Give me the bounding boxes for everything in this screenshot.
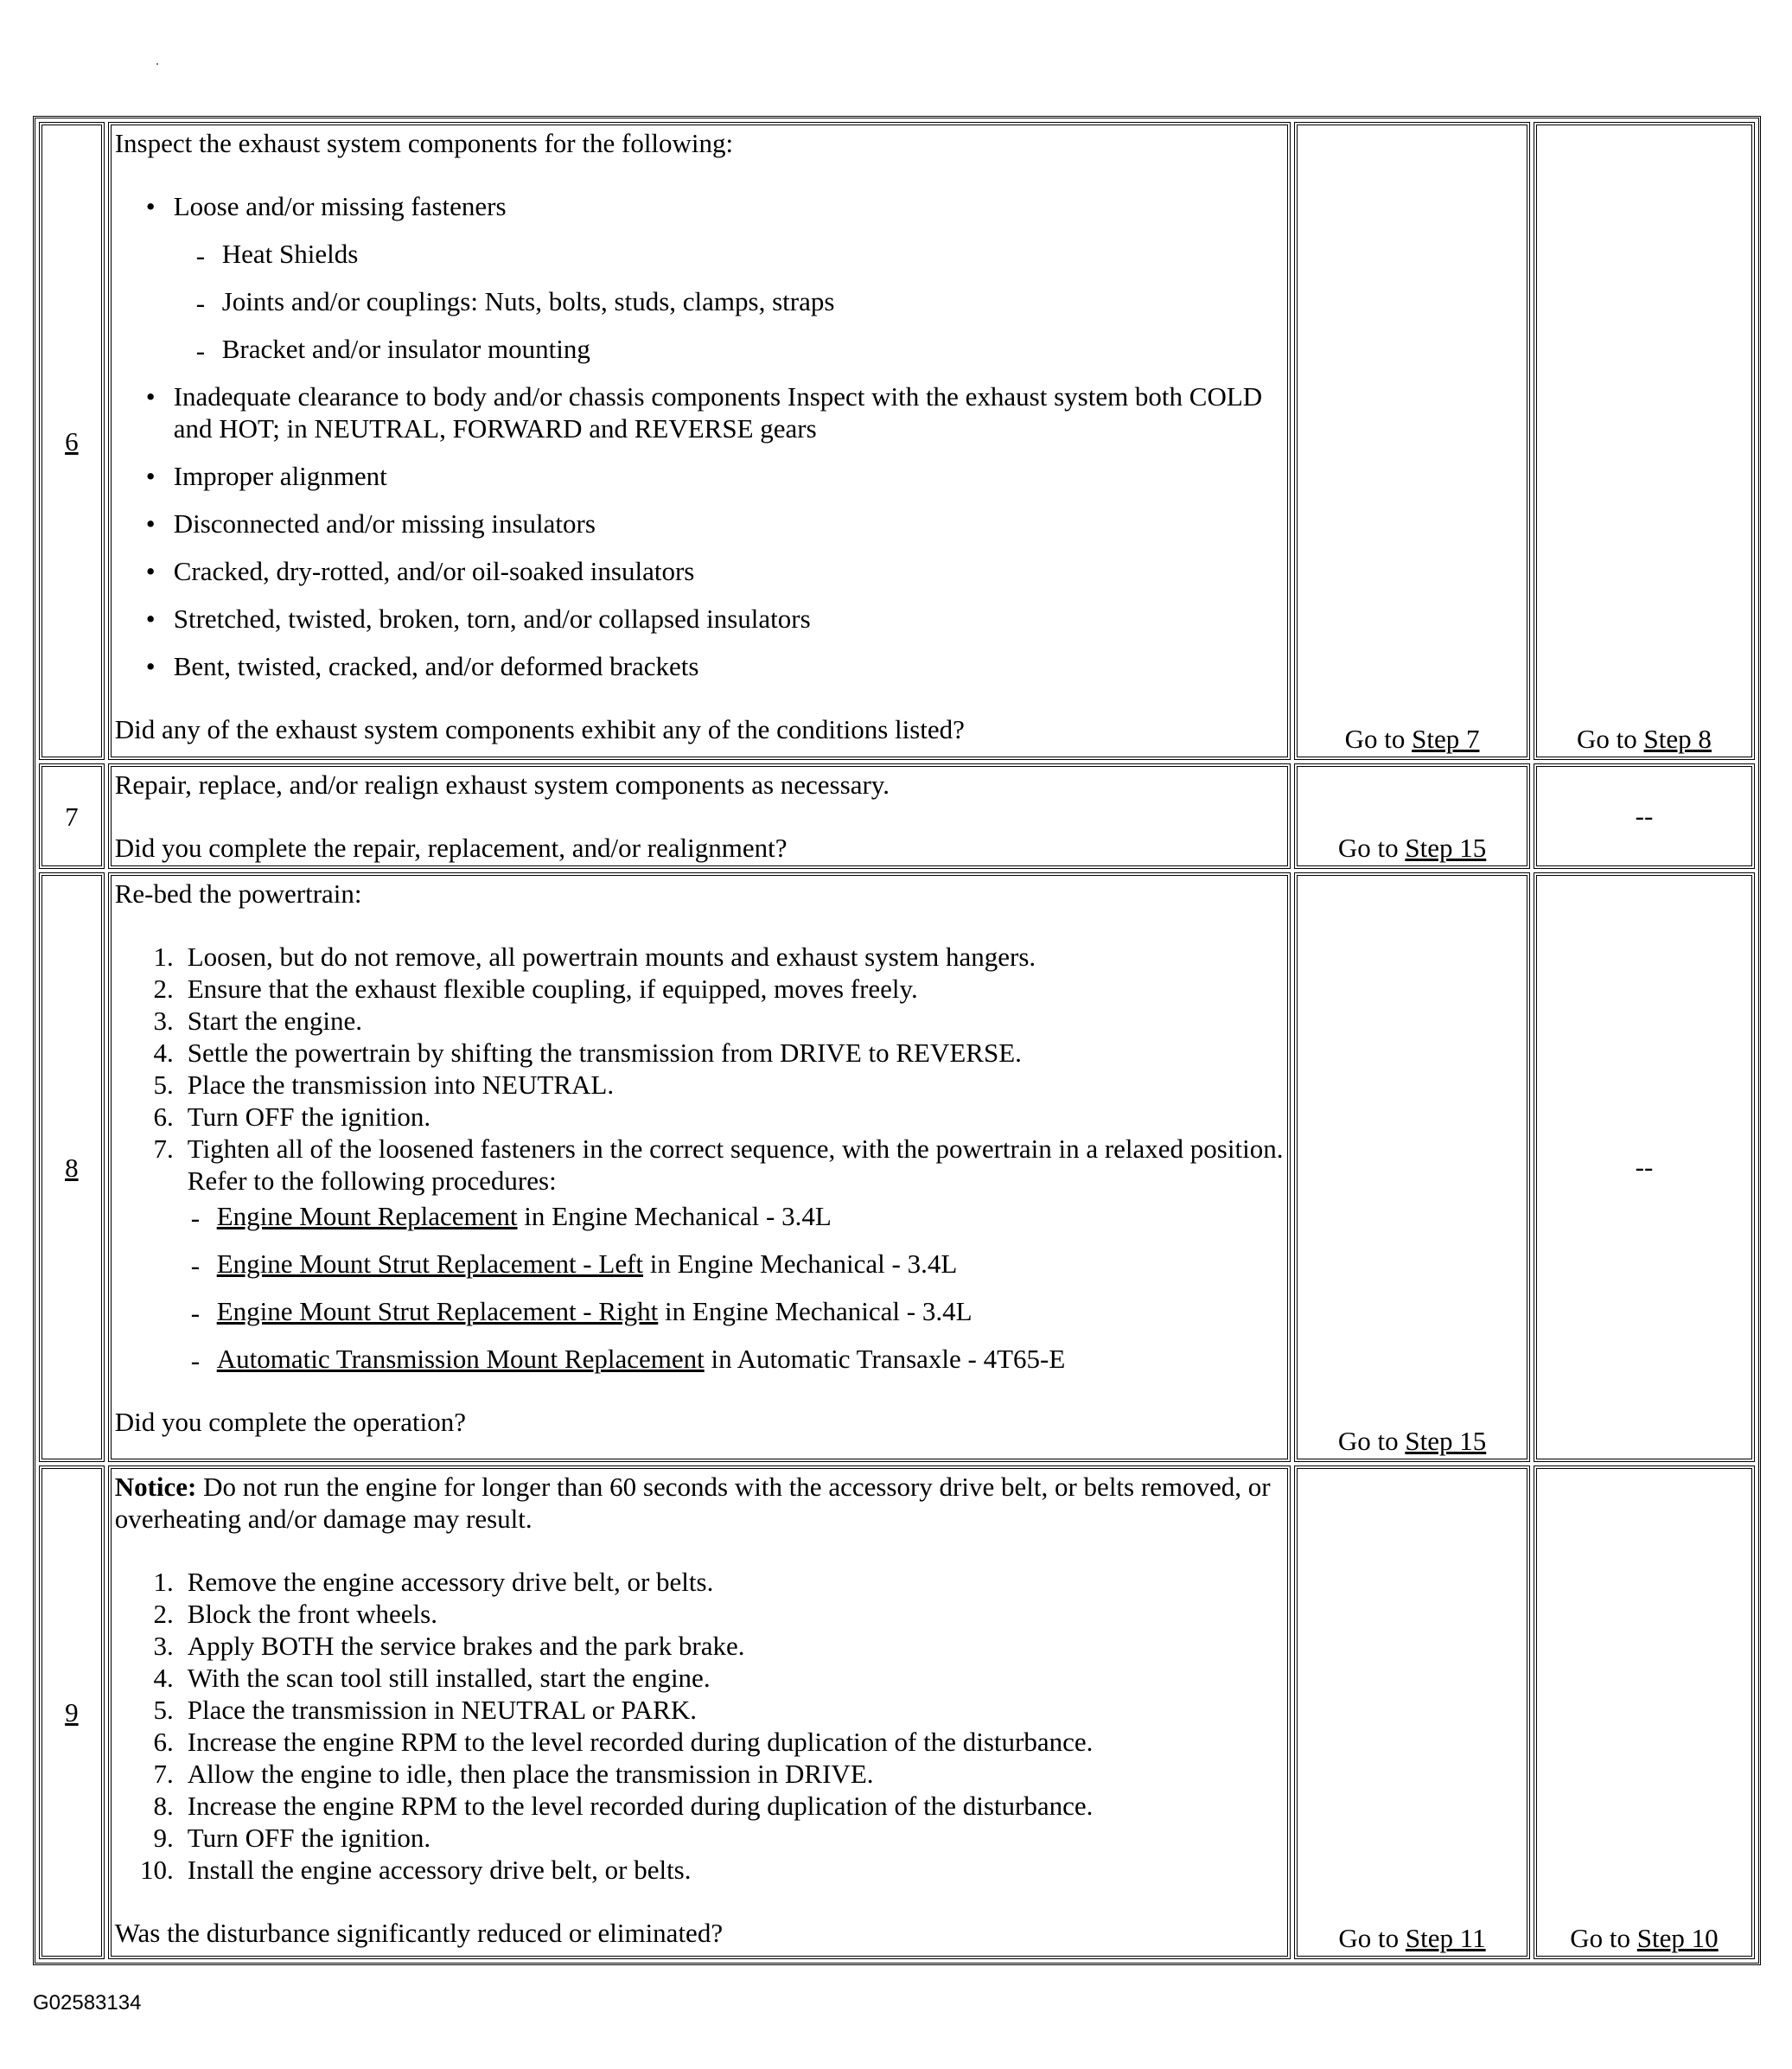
list-item: 9. Turn OFF the ignition. — [153, 1823, 431, 1853]
reference-procedure-list — [188, 1200, 1284, 1375]
notice-label: Notice: — [114, 1472, 197, 1502]
goto-step-8-link[interactable]: Step 8 — [1643, 724, 1712, 754]
list-item: • Inadequate clearance to body and/or chassis components Inspect with the exhaust system both COLD and HOT; in NEUTRAL, FORWARD and REVERSE gears — [146, 380, 1284, 444]
goto-step-11-link[interactable]: Step 11 — [1405, 1923, 1486, 1953]
step-intro: Re-bed the powertrain: — [114, 878, 362, 909]
list-item: 1. Remove the engine accessory drive belt, or belts. — [153, 1567, 714, 1597]
list-item: 5. Place the transmission in NEUTRAL or PARK. — [153, 1695, 697, 1725]
yes-result-6: Go to Step 7 — [1294, 122, 1530, 760]
step-intro: Repair, replace, and/or realign exhaust system components as necessary. — [114, 769, 890, 800]
list-item: - Joints and/or couplings: Nuts, bolts, studs, clamps, straps — [196, 285, 1284, 317]
step-number-7: 7 — [39, 763, 105, 869]
no-result-8: -- — [1534, 872, 1755, 1462]
list-item: 7. Tighten all of the loosened fasteners in the correct sequence, with the powertrain in a relaxed position. Refer to the following procedures: - Engine Mount Replacement in Engine Mechanical - 3.4L - Engine Mount Strut Replacement - Left in Engine Mechanical - 3.4L - Engine Mount Strut Replacement - Right in Engine Mechanical - 3.4L - Automatic Transmission Mount Replacement in Automatic Transaxle - 4T65-E — [115, 1133, 1284, 1375]
step-action-8 — [108, 872, 1291, 1462]
no-result-7: -- — [1534, 763, 1755, 869]
list-item: • Disconnected and/or missing insulators — [146, 508, 1284, 540]
list-item: 2. Ensure that the exhaust flexible coupling, if equipped, moves freely. — [153, 974, 918, 1004]
notice-text: Notice: Do not run the engine for longer than 60 seconds with the accessory drive belt, or belts removed, or overheating and/or damage may result. — [114, 1472, 1271, 1534]
list-item: 6. Increase the engine RPM to the level recorded during duplication of the disturbance. — [153, 1727, 1094, 1757]
list-item: - Engine Mount Strut Replacement - Left in Engine Mechanical - 3.4L — [191, 1248, 1284, 1280]
list-item: • Stretched, twisted, broken, torn, and/or collapsed insulators — [146, 603, 1284, 635]
list-item: 7. Allow the engine to idle, then place the transmission in DRIVE. — [153, 1759, 874, 1789]
list-item: 1. Loosen, but do not remove, all powertrain mounts and exhaust system hangers. — [153, 942, 1036, 972]
table-row-step-8 — [39, 872, 1755, 1462]
step-question: Was the disturbance significantly reduced or eliminated? — [114, 1918, 724, 1948]
engine-mount-strut-left-link[interactable]: Engine Mount Strut Replacement - Left — [216, 1248, 644, 1279]
step-question: Did any of the exhaust system components exhibit any of the conditions listed? — [114, 714, 965, 744]
list-item: 2. Block the front wheels. — [153, 1599, 437, 1629]
scan-speck — [156, 63, 158, 65]
engine-mount-strut-right-link[interactable]: Engine Mount Strut Replacement - Right — [216, 1296, 659, 1326]
list-item: • Bent, twisted, cracked, and/or deformed brackets — [146, 650, 1284, 682]
step-number-9[interactable]: 9 — [39, 1466, 105, 1959]
step-intro: Inspect the exhaust system components for the following: — [114, 128, 734, 158]
list-item: • Loose and/or missing fasteners - Heat Shields - Joints and/or couplings: Nuts, bolts, studs, clamps, straps - Bracket and/or insulator mounting — [146, 190, 1284, 365]
transmission-mount-replacement-link[interactable]: Automatic Transmission Mount Replacement — [216, 1344, 705, 1374]
list-item: - Engine Mount Strut Replacement - Right in Engine Mechanical - 3.4L — [191, 1295, 1284, 1327]
step-number-6[interactable]: 6 — [39, 122, 105, 760]
no-result-9: Go to Step 10 — [1534, 1466, 1755, 1959]
no-result-6: Go to Step 8 — [1534, 122, 1755, 760]
list-item: 4. With the scan tool still installed, start the engine. — [153, 1663, 711, 1693]
condition-list — [115, 190, 1284, 682]
yes-result-9: Go to Step 11 — [1294, 1466, 1530, 1959]
step-action-9 — [108, 1466, 1291, 1959]
table-row-step-7 — [39, 763, 1755, 869]
document-id: G02583134 — [33, 1991, 142, 2015]
list-item: 6. Turn OFF the ignition. — [153, 1102, 431, 1132]
list-item: 4. Settle the powertrain by shifting the transmission from DRIVE to REVERSE. — [153, 1038, 1022, 1068]
list-item: • Improper alignment — [146, 460, 1284, 492]
procedure-list — [115, 941, 1284, 1375]
list-item: 8. Increase the engine RPM to the level recorded during duplication of the disturbance. — [153, 1791, 1094, 1821]
goto-step-15-link[interactable]: Step 15 — [1405, 833, 1487, 863]
goto-step-10-link[interactable]: Step 10 — [1636, 1923, 1719, 1953]
sub-condition-list — [174, 238, 1284, 365]
list-item: • Cracked, dry-rotted, and/or oil-soaked insulators — [146, 555, 1284, 587]
step-action-6 — [108, 122, 1291, 760]
step-action-7 — [108, 763, 1291, 869]
list-item: - Automatic Transmission Mount Replacement in Automatic Transaxle - 4T65-E — [191, 1343, 1284, 1375]
list-item: 3. Apply BOTH the service brakes and the park brake. — [153, 1631, 745, 1661]
step-number-8[interactable]: 8 — [39, 872, 105, 1462]
list-item: - Heat Shields — [196, 238, 1284, 270]
step-question: Did you complete the operation? — [114, 1407, 467, 1437]
list-item: 10. Install the engine accessory drive belt, or belts. — [139, 1855, 692, 1885]
yes-result-8: Go to Step 15 — [1294, 872, 1530, 1462]
list-item: 5. Place the transmission into NEUTRAL. — [153, 1070, 615, 1100]
goto-step-15-link[interactable]: Step 15 — [1405, 1426, 1487, 1456]
diagnostic-table — [33, 116, 1761, 1965]
step-question: Did you complete the repair, replacement, and/or realignment? — [114, 833, 788, 863]
list-item: - Bracket and/or insulator mounting — [196, 333, 1284, 365]
yes-result-7: Go to Step 15 — [1294, 763, 1530, 869]
table-row-step-6 — [39, 122, 1755, 760]
engine-mount-replacement-link[interactable]: Engine Mount Replacement — [216, 1201, 518, 1231]
procedure-list — [115, 1566, 1284, 1886]
list-item: 3. Start the engine. — [153, 1006, 363, 1036]
goto-step-7-link[interactable]: Step 7 — [1412, 724, 1480, 754]
table-row-step-9 — [39, 1466, 1755, 1959]
list-item: - Engine Mount Replacement in Engine Mechanical - 3.4L — [191, 1200, 1284, 1232]
